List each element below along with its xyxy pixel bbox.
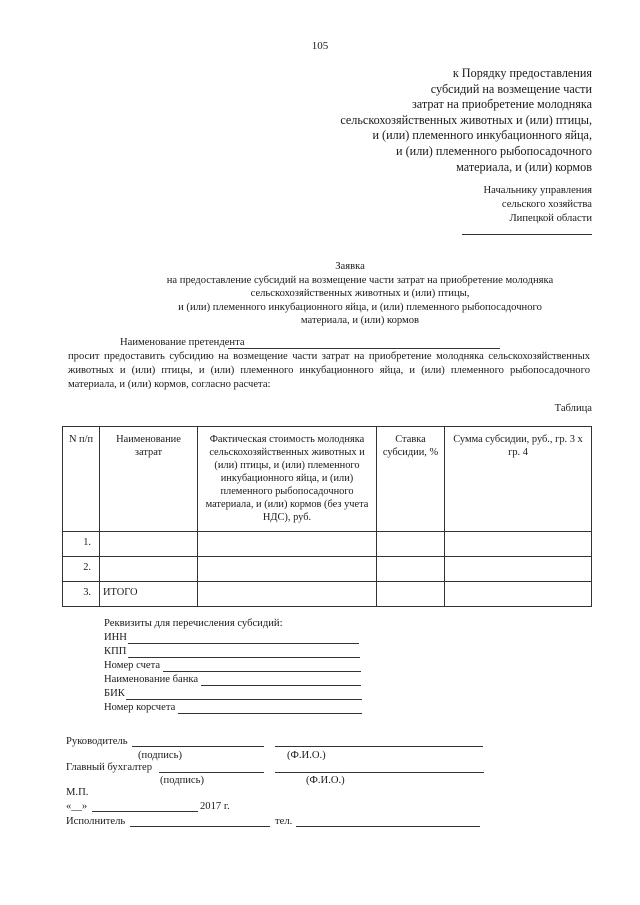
requisite-label: Наименование банка [104, 674, 199, 685]
rate-cell[interactable] [377, 532, 445, 557]
accountant-label: Главный бухгалтер [66, 762, 153, 773]
header-cell: Ставка субсидии, % [377, 427, 445, 532]
subtitle-line: и (или) племенного инкубационного яйца, и (или) племенного рыбопосадочного [178, 301, 542, 313]
cost-name-cell[interactable] [100, 532, 198, 557]
header-cell: N п/п [63, 427, 100, 532]
requisite-label: Номер счета [104, 660, 161, 671]
head-signature-field[interactable] [132, 746, 264, 747]
date-month-field[interactable] [92, 811, 198, 812]
addressee-line: Липецкой области [509, 213, 592, 225]
head-name-field[interactable] [275, 746, 483, 747]
seal-label: М.П. [66, 787, 89, 798]
account-number-field[interactable] [163, 671, 361, 672]
header-cell: Сумма субсидии, руб., гр. 3 х гр. 4 [445, 427, 592, 532]
addressee-line: Начальнику управления [483, 185, 592, 196]
requisite-label: Номер корсчета [104, 702, 176, 713]
row-number: 1. [63, 532, 100, 557]
document-subtitle [0, 274, 640, 328]
document-title: Заявка [335, 261, 365, 272]
requisite-label: ИНН [104, 632, 127, 643]
header-line: и (или) племенного рыбопосадочного [396, 143, 592, 158]
head-label: Руководитель [66, 736, 128, 747]
subtitle-line: материала, и (или) кормов [300, 315, 420, 327]
page-number: 105 [311, 40, 329, 52]
bank-name-field[interactable] [201, 685, 361, 686]
header-line: к Порядку предоставления [452, 66, 592, 80]
addressee-block [484, 184, 592, 227]
cost-name-cell[interactable] [100, 557, 198, 582]
header-cell: Наименование затрат [100, 427, 198, 532]
header-line: материала, и (или) кормов [456, 159, 592, 174]
request-text: просит предоставить субсидию на возмещение части затрат на приобретение молодняка сельскохозяйственных животных и (или) птицы, и (или) племенного инкубационного яйца, и (или) племенного рыбопосадочного материала, и (или) кормов, согласно расчета: [68, 351, 590, 390]
row-number: 2. [63, 557, 100, 582]
applicant-label: Наименование претендента [120, 337, 245, 348]
subtitle-line: на предоставление субсидий на возмещение части затрат на приобретение молодняка [166, 275, 554, 286]
executor-name-field[interactable] [130, 826, 270, 827]
corr-account-field[interactable] [178, 713, 362, 714]
requisite-label: КПП [104, 646, 127, 657]
row-number: 3. [63, 582, 100, 607]
total-label-cell: ИТОГО [100, 582, 198, 607]
signature-caption: (подпись) [160, 775, 204, 786]
table-header-row [63, 427, 592, 532]
header-line: и (или) племенного инкубационного яйца, [372, 128, 592, 143]
table-row [63, 532, 592, 557]
cost-value-cell[interactable] [198, 557, 377, 582]
date-year-label: 2017 г. [200, 801, 230, 812]
accountant-name-field[interactable] [275, 772, 484, 773]
addressee-name-field[interactable] [462, 234, 592, 235]
header-line: сельскохозяйственных животных и (или) птицы, [340, 112, 592, 127]
name-caption: (Ф.И.О.) [306, 775, 345, 786]
subsidy-sum-cell[interactable] [445, 582, 592, 607]
name-caption: (Ф.И.О.) [287, 750, 326, 761]
addressee-line: сельского хозяйства [501, 199, 592, 211]
cost-value-cell[interactable] [198, 582, 377, 607]
table-row [63, 557, 592, 582]
subsidy-sum-cell[interactable] [445, 557, 592, 582]
executor-label: Исполнитель [66, 816, 126, 827]
cost-value-cell[interactable] [198, 532, 377, 557]
phone-label: тел. [275, 816, 293, 827]
phone-field[interactable] [296, 826, 480, 827]
kpp-field[interactable] [128, 657, 360, 658]
table-caption: Таблица [554, 403, 592, 414]
signature-caption: (подпись) [138, 750, 182, 761]
date-day-label: «__» [66, 801, 88, 812]
rate-cell[interactable] [377, 557, 445, 582]
calculation-table [62, 426, 592, 607]
appendix-header [340, 66, 592, 175]
header-cell: Фактическая стоимость молодняка сельскохозяйственных животных и (или) птицы, и (или) племенного инкубационного яйца, и (или) племенного рыбопосадочного материала, и (или) кормов (без учета НДС), руб. [198, 427, 377, 532]
applicant-name-field[interactable] [228, 348, 500, 349]
requisites-title: Реквизиты для перечисления субсидий: [104, 618, 283, 629]
table-row-total [63, 582, 592, 607]
subtitle-line: сельскохозяйственных животных и (или) птицы, [250, 288, 470, 300]
inn-field[interactable] [128, 643, 359, 644]
header-line: затрат на приобретение молодняка [411, 97, 592, 112]
bik-field[interactable] [126, 699, 362, 700]
accountant-signature-field[interactable] [159, 772, 264, 773]
subsidy-sum-cell[interactable] [445, 532, 592, 557]
requisite-label: БИК [104, 688, 125, 699]
rate-cell[interactable] [377, 582, 445, 607]
header-line: субсидий на возмещение части [430, 81, 592, 96]
